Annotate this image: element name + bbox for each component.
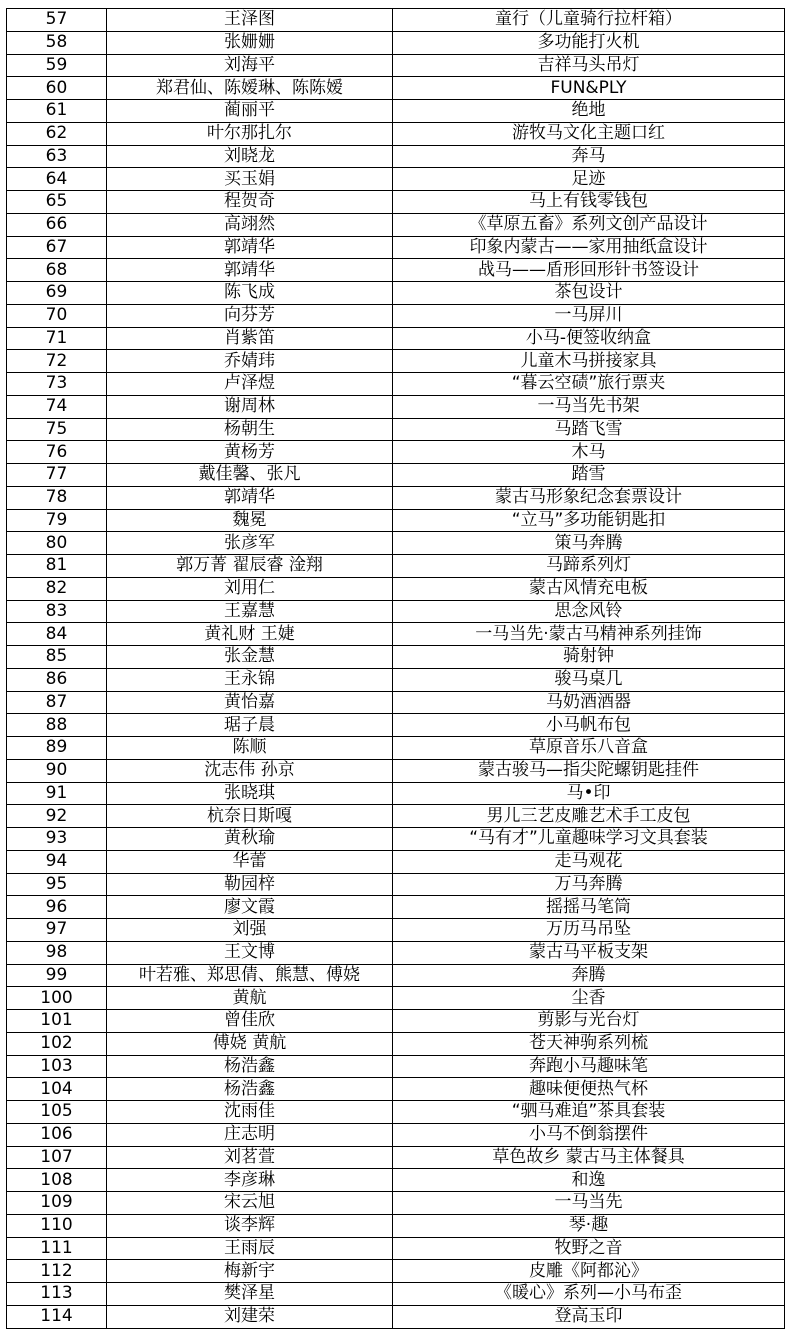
table-row [7, 1146, 785, 1169]
author-cell: 黄航 [107, 987, 393, 1010]
entry-number-cell: 89 [7, 737, 107, 760]
entry-number-cell: 100 [7, 987, 107, 1010]
entries-table-body [7, 9, 785, 1329]
author-cell: 王永锦 [107, 668, 393, 691]
author-cell: 张晓琪 [107, 782, 393, 805]
table-row [7, 31, 785, 54]
table-row [7, 668, 785, 691]
author-cell: 勒园梓 [107, 873, 393, 896]
table-row [7, 1055, 785, 1078]
entry-number-cell: 110 [7, 1214, 107, 1237]
table-row [7, 873, 785, 896]
author-cell: 叶若雅、郑思倩、熊慧、傅娆 [107, 964, 393, 987]
work-title-cell: 奔跑小马趣味笔 [393, 1055, 785, 1078]
table-row [7, 145, 785, 168]
author-cell: 梅新宇 [107, 1260, 393, 1283]
entry-number-cell: 97 [7, 919, 107, 942]
author-cell: 戴佳馨、张凡 [107, 464, 393, 487]
author-cell: 郭靖华 [107, 486, 393, 509]
work-title-cell: 奔马 [393, 145, 785, 168]
table-row [7, 441, 785, 464]
entry-number-cell: 106 [7, 1123, 107, 1146]
entry-number-cell: 93 [7, 828, 107, 851]
author-cell: 沈雨佳 [107, 1101, 393, 1124]
table-row [7, 828, 785, 851]
table-row [7, 373, 785, 396]
table-row [7, 259, 785, 282]
entry-number-cell: 102 [7, 1032, 107, 1055]
table-row [7, 464, 785, 487]
entry-number-cell: 107 [7, 1146, 107, 1169]
entry-number-cell: 71 [7, 327, 107, 350]
work-title-cell: 马踏飞雪 [393, 418, 785, 441]
work-title-cell: 小马不倒翁摆件 [393, 1123, 785, 1146]
table-row [7, 1214, 785, 1237]
author-cell: 黄怡嘉 [107, 691, 393, 714]
entry-number-cell: 104 [7, 1078, 107, 1101]
work-title-cell: 思念风铃 [393, 600, 785, 623]
entry-number-cell: 66 [7, 213, 107, 236]
table-row [7, 168, 785, 191]
work-title-cell: 蒙古马平板支架 [393, 941, 785, 964]
entry-number-cell: 67 [7, 236, 107, 259]
table-row [7, 1101, 785, 1124]
table-row [7, 282, 785, 305]
work-title-cell: FUN&PLY [393, 77, 785, 100]
author-cell: 蔺丽平 [107, 100, 393, 123]
entry-number-cell: 57 [7, 9, 107, 32]
entries-table [6, 8, 785, 1329]
author-cell: 向芬芳 [107, 304, 393, 327]
author-cell: 谈李辉 [107, 1214, 393, 1237]
table-row [7, 350, 785, 373]
entry-number-cell: 68 [7, 259, 107, 282]
entry-number-cell: 105 [7, 1101, 107, 1124]
table-row [7, 327, 785, 350]
work-title-cell: 童行（儿童骑行拉杆箱） [393, 9, 785, 32]
entry-number-cell: 60 [7, 77, 107, 100]
table-row [7, 509, 785, 532]
table-row [7, 964, 785, 987]
work-title-cell: 小马-便签收纳盒 [393, 327, 785, 350]
table-row [7, 896, 785, 919]
entry-number-cell: 70 [7, 304, 107, 327]
author-cell: 庄志明 [107, 1123, 393, 1146]
author-cell: 张金慧 [107, 646, 393, 669]
work-title-cell: “马有才”儿童趣味学习文具套装 [393, 828, 785, 851]
author-cell: 杨朝生 [107, 418, 393, 441]
entry-number-cell: 98 [7, 941, 107, 964]
entry-number-cell: 94 [7, 850, 107, 873]
author-cell: 李彦琳 [107, 1169, 393, 1192]
author-cell: 叶尔那扎尔 [107, 122, 393, 145]
work-title-cell: 尘香 [393, 987, 785, 1010]
author-cell: 刘茗萱 [107, 1146, 393, 1169]
table-row [7, 100, 785, 123]
table-row [7, 919, 785, 942]
work-title-cell: 木马 [393, 441, 785, 464]
author-cell: 陈飞成 [107, 282, 393, 305]
work-title-cell: 万历马吊坠 [393, 919, 785, 942]
author-cell: 刘晓龙 [107, 145, 393, 168]
entry-number-cell: 92 [7, 805, 107, 828]
table-row [7, 737, 785, 760]
work-title-cell: 骏马桌几 [393, 668, 785, 691]
table-row [7, 714, 785, 737]
work-title-cell: 蒙古骏马—指尖陀螺钥匙挂件 [393, 759, 785, 782]
entry-number-cell: 81 [7, 555, 107, 578]
entry-number-cell: 114 [7, 1305, 107, 1328]
work-title-cell: 蒙古马形象纪念套票设计 [393, 486, 785, 509]
work-title-cell: 马上有钱零钱包 [393, 191, 785, 214]
entry-number-cell: 77 [7, 464, 107, 487]
entry-number-cell: 83 [7, 600, 107, 623]
author-cell: 黄礼财 王婕 [107, 623, 393, 646]
table-row [7, 782, 785, 805]
table-row [7, 236, 785, 259]
table-row [7, 1305, 785, 1328]
work-title-cell: 小马帆布包 [393, 714, 785, 737]
table-row [7, 486, 785, 509]
entry-number-cell: 108 [7, 1169, 107, 1192]
author-cell: 曾佳欣 [107, 1010, 393, 1033]
table-row [7, 691, 785, 714]
table-row [7, 987, 785, 1010]
work-title-cell: 足迹 [393, 168, 785, 191]
table-row [7, 759, 785, 782]
author-cell: 傅娆 黄航 [107, 1032, 393, 1055]
work-title-cell: 茶包设计 [393, 282, 785, 305]
entry-number-cell: 90 [7, 759, 107, 782]
author-cell: 刘建荣 [107, 1305, 393, 1328]
author-cell: 王雨辰 [107, 1237, 393, 1260]
table-row [7, 532, 785, 555]
work-title-cell: 《暖心》系列—小马布歪 [393, 1283, 785, 1306]
table-row [7, 418, 785, 441]
author-cell: 郭万菁 翟辰睿 淦翔 [107, 555, 393, 578]
work-title-cell: “暮云空碛”旅行票夹 [393, 373, 785, 396]
table-row [7, 1032, 785, 1055]
table-row [7, 623, 785, 646]
work-title-cell: 剪影与光台灯 [393, 1010, 785, 1033]
work-title-cell: 一马屏川 [393, 304, 785, 327]
entry-number-cell: 73 [7, 373, 107, 396]
author-cell: 高翊然 [107, 213, 393, 236]
entry-number-cell: 69 [7, 282, 107, 305]
table-row [7, 304, 785, 327]
entry-number-cell: 74 [7, 395, 107, 418]
entry-number-cell: 84 [7, 623, 107, 646]
table-row [7, 1123, 785, 1146]
table-row [7, 1283, 785, 1306]
author-cell: 沈志伟 孙京 [107, 759, 393, 782]
work-title-cell: 男儿三艺皮雕艺术手工皮包 [393, 805, 785, 828]
work-title-cell: 一马当先书架 [393, 395, 785, 418]
table-row [7, 805, 785, 828]
author-cell: 黄秋瑜 [107, 828, 393, 851]
work-title-cell: 蒙古风情充电板 [393, 577, 785, 600]
work-title-cell: 走马观花 [393, 850, 785, 873]
entry-number-cell: 109 [7, 1192, 107, 1215]
entry-number-cell: 79 [7, 509, 107, 532]
table-row [7, 941, 785, 964]
table-row [7, 1078, 785, 1101]
entry-number-cell: 85 [7, 646, 107, 669]
entry-number-cell: 58 [7, 31, 107, 54]
table-row [7, 122, 785, 145]
author-cell: 刘用仁 [107, 577, 393, 600]
entry-number-cell: 75 [7, 418, 107, 441]
author-cell: 郭靖华 [107, 259, 393, 282]
author-cell: 宋云旭 [107, 1192, 393, 1215]
entry-number-cell: 113 [7, 1283, 107, 1306]
author-cell: 乔婧玮 [107, 350, 393, 373]
table-row [7, 1010, 785, 1033]
author-cell: 张姗姗 [107, 31, 393, 54]
table-row [7, 1237, 785, 1260]
work-title-cell: 草原音乐八音盒 [393, 737, 785, 760]
entry-number-cell: 61 [7, 100, 107, 123]
author-cell: 杨浩鑫 [107, 1055, 393, 1078]
work-title-cell: 万马奔腾 [393, 873, 785, 896]
entry-number-cell: 76 [7, 441, 107, 464]
work-title-cell: 策马奔腾 [393, 532, 785, 555]
work-title-cell: 牧野之音 [393, 1237, 785, 1260]
entry-number-cell: 87 [7, 691, 107, 714]
author-cell: 郑君仙、陈嫒琳、陈陈嫒 [107, 77, 393, 100]
work-title-cell: 摇摇马笔筒 [393, 896, 785, 919]
table-row [7, 77, 785, 100]
author-cell: 肖紫笛 [107, 327, 393, 350]
entry-number-cell: 88 [7, 714, 107, 737]
author-cell: 王文博 [107, 941, 393, 964]
work-title-cell: “立马”多功能钥匙扣 [393, 509, 785, 532]
entry-number-cell: 80 [7, 532, 107, 555]
table-row [7, 850, 785, 873]
entry-number-cell: 96 [7, 896, 107, 919]
table-row [7, 191, 785, 214]
work-title-cell: 苍天神驹系列梳 [393, 1032, 785, 1055]
author-cell: 张彦军 [107, 532, 393, 555]
entry-number-cell: 86 [7, 668, 107, 691]
author-cell: 杭奈日斯嘎 [107, 805, 393, 828]
author-cell: 刘海平 [107, 54, 393, 77]
work-title-cell: 骑射钟 [393, 646, 785, 669]
work-title-cell: 儿童木马拼接家具 [393, 350, 785, 373]
work-title-cell: 奔腾 [393, 964, 785, 987]
entry-number-cell: 78 [7, 486, 107, 509]
entry-number-cell: 82 [7, 577, 107, 600]
work-title-cell: 皮雕《阿都沁》 [393, 1260, 785, 1283]
entry-number-cell: 63 [7, 145, 107, 168]
author-cell: 杨浩鑫 [107, 1078, 393, 1101]
author-cell: 郭靖华 [107, 236, 393, 259]
author-cell: 谢周林 [107, 395, 393, 418]
table-row [7, 1192, 785, 1215]
table-row [7, 646, 785, 669]
table-row [7, 577, 785, 600]
table-row [7, 1169, 785, 1192]
entry-number-cell: 91 [7, 782, 107, 805]
entry-number-cell: 112 [7, 1260, 107, 1283]
work-title-cell: 印象内蒙古——家用抽纸盒设计 [393, 236, 785, 259]
author-cell: 王嘉慧 [107, 600, 393, 623]
entry-number-cell: 99 [7, 964, 107, 987]
entry-number-cell: 72 [7, 350, 107, 373]
entry-number-cell: 101 [7, 1010, 107, 1033]
table-row [7, 54, 785, 77]
author-cell: 廖文霞 [107, 896, 393, 919]
author-cell: 卢泽煜 [107, 373, 393, 396]
entry-number-cell: 95 [7, 873, 107, 896]
work-title-cell: 马•印 [393, 782, 785, 805]
work-title-cell: 草色故乡 蒙古马主体餐具 [393, 1146, 785, 1169]
work-title-cell: 踏雪 [393, 464, 785, 487]
work-title-cell: 多功能打火机 [393, 31, 785, 54]
table-row [7, 555, 785, 578]
author-cell: 黄杨芳 [107, 441, 393, 464]
work-title-cell: 趣味便便热气杯 [393, 1078, 785, 1101]
author-cell: 魏冕 [107, 509, 393, 532]
work-title-cell: 琴·趣 [393, 1214, 785, 1237]
work-title-cell: 马奶酒酒器 [393, 691, 785, 714]
author-cell: 樊泽星 [107, 1283, 393, 1306]
table-row [7, 600, 785, 623]
author-cell: 刘强 [107, 919, 393, 942]
author-cell: 王泽图 [107, 9, 393, 32]
table-row [7, 395, 785, 418]
work-title-cell: 一马当先 [393, 1192, 785, 1215]
author-cell: 程贺奇 [107, 191, 393, 214]
work-title-cell: 《草原五畜》系列文创产品设计 [393, 213, 785, 236]
entry-number-cell: 62 [7, 122, 107, 145]
work-title-cell: 吉祥马头吊灯 [393, 54, 785, 77]
work-title-cell: 登高玉印 [393, 1305, 785, 1328]
entry-number-cell: 111 [7, 1237, 107, 1260]
entry-number-cell: 65 [7, 191, 107, 214]
entry-number-cell: 103 [7, 1055, 107, 1078]
author-cell: 陈顺 [107, 737, 393, 760]
work-title-cell: 绝地 [393, 100, 785, 123]
entry-number-cell: 64 [7, 168, 107, 191]
author-cell: 华蕾 [107, 850, 393, 873]
work-title-cell: “驷马难追”茶具套装 [393, 1101, 785, 1124]
author-cell: 琚子晨 [107, 714, 393, 737]
table-row [7, 1260, 785, 1283]
work-title-cell: 和逸 [393, 1169, 785, 1192]
table-row [7, 9, 785, 32]
entry-number-cell: 59 [7, 54, 107, 77]
work-title-cell: 战马——盾形回形针书签设计 [393, 259, 785, 282]
work-title-cell: 马蹄系列灯 [393, 555, 785, 578]
author-cell: 买玉娟 [107, 168, 393, 191]
table-row [7, 213, 785, 236]
work-title-cell: 一马当先·蒙古马精神系列挂饰 [393, 623, 785, 646]
work-title-cell: 游牧马文化主题口红 [393, 122, 785, 145]
